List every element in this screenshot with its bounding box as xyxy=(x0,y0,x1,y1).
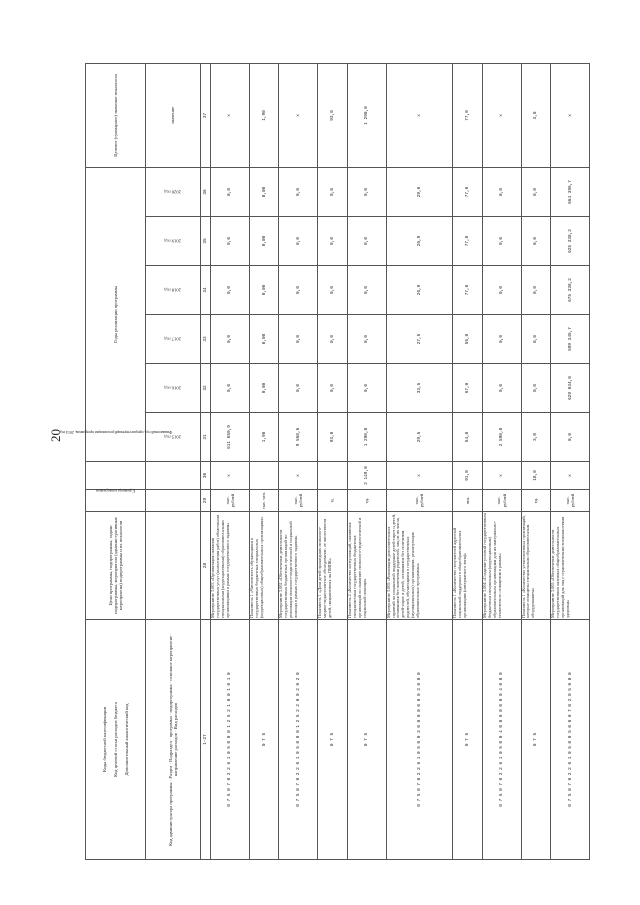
row-value: 0,0 xyxy=(347,217,386,266)
row-description: Показатель 1 «Количество установленных организаций, которые оснащены специальным образовательным оборудованием» xyxy=(521,512,551,620)
row-value: x xyxy=(211,462,250,490)
year-2017: 2017 год xyxy=(146,315,201,364)
row-value: 26,9 xyxy=(386,266,453,315)
years-header: Годы реализации программы xyxy=(86,167,146,461)
row-value: 0,0 xyxy=(211,315,250,364)
row-codes: 0 7 5 xyxy=(318,620,348,860)
row-value: 0,00 xyxy=(249,266,279,315)
row-value: 91,0 xyxy=(453,462,483,490)
table-row xyxy=(386,63,453,859)
row-value: 611 659,9 xyxy=(211,413,250,462)
years-row: Код администратора программы · Раздел · Подраздел · программа · подпрограмма · основное мероприятие · направление расходов · Вид расходов 2015 год 2016 год 2017 год 2018 год 2019 год 2020 год значение xyxy=(146,63,201,859)
row-value: 0,0 xyxy=(279,217,318,266)
row-value: 2 149,0 xyxy=(347,462,386,490)
row-value: 0,0 xyxy=(318,364,348,413)
goal-header: Цели программы, подпрограммы, задачи подпрограммы, мероприятия (административные мероприятия) подпрограммы и их показатели xyxy=(86,512,146,620)
row-value: 0,0 xyxy=(482,364,521,413)
column-numbers-row: 1–27 28 29 30 31 32 33 34 35 36 37 xyxy=(201,63,211,859)
table-row xyxy=(347,63,386,859)
row-value: 33,5 xyxy=(386,364,453,413)
target-header: Целевое (суммарное) значение показателя xyxy=(86,63,146,167)
row-value xyxy=(318,462,348,490)
row-value: 0,0 xyxy=(521,315,551,364)
row-value: % xyxy=(318,490,348,512)
row-codes: 0 7 5 0 7 0 2 2 6 1 0 5 0 0 0 1 2 5 2 1 0 0 1 0 1 0 xyxy=(211,620,250,860)
year-2016: 2016 год xyxy=(146,364,201,413)
row-value: x xyxy=(551,462,590,490)
row-value: ед. xyxy=(521,490,551,512)
row-value: 0,0 xyxy=(211,217,250,266)
row-value: 29,5 xyxy=(386,413,453,462)
row-value: 55,0 xyxy=(453,315,483,364)
row-value: 0,0 xyxy=(347,266,386,315)
row-value: чел. xyxy=(453,490,483,512)
row-value: 1,90 xyxy=(249,63,279,167)
row-value: 0,0 xyxy=(347,167,386,216)
row-value: 0,0 xyxy=(521,217,551,266)
row-value: x xyxy=(386,63,453,167)
row-value: 0,0 xyxy=(279,167,318,216)
row-codes: 0 7 5 xyxy=(521,620,551,860)
row-value: 9 558,6 xyxy=(279,413,318,462)
year-2020: 2020 год xyxy=(146,167,201,216)
row-value: x xyxy=(279,462,318,490)
row-value: 675 338,2 xyxy=(551,266,590,315)
row-value: 0,0 xyxy=(482,167,521,216)
unit-header: Единица измерения xyxy=(86,490,146,512)
row-value: 67,0 xyxy=(453,364,483,413)
row-value: 77,0 xyxy=(453,63,483,167)
row-value: 0,0 xyxy=(318,167,348,216)
row-value: 77,0 xyxy=(453,167,483,216)
row-value: 0,0 xyxy=(521,364,551,413)
row-value: 0,0 xyxy=(279,315,318,364)
row-value: x xyxy=(386,462,453,490)
row-value: 93,0 xyxy=(318,413,348,462)
row-value: 3,0 xyxy=(521,63,551,167)
row-value: 0,0 xyxy=(347,315,386,364)
row-codes: 0 7 5 0 7 0 2 2 6 1 0 5 0 0 0 1 2 5 2 2 0 0 2 0 2 0 xyxy=(279,620,318,860)
table-row xyxy=(482,63,521,859)
row-value: 0,0 xyxy=(347,364,386,413)
row-codes: 0 7 5 0 7 0 2 2 6 1 0 5 0 0 5 0 0 0 7 0 2 0 5 0 0 0 xyxy=(551,620,590,860)
kbk-header: Коды бюджетной классификации Код целевой статьи расходов бюджета Дополнительный аналитический код xyxy=(86,620,146,860)
row-value: 26,9 xyxy=(386,217,453,266)
row-value: 77,0 xyxy=(453,266,483,315)
program-table xyxy=(59,63,590,860)
row-value: 0,0 xyxy=(318,266,348,315)
row-value: тыс. рублей xyxy=(386,490,453,512)
row-value: 3,0 xyxy=(521,413,551,462)
table-row xyxy=(318,63,348,859)
row-value: 0,0 xyxy=(551,413,590,462)
fin-year-header: Финансовый год, предшествующий реализации программы, 2014 год xyxy=(86,462,146,490)
row-codes: 0 7 5 0 7 0 2 2 6 1 0 5 0 0 3 0 0 0 0 0 0 0 3 0 0 0 xyxy=(386,620,453,860)
table-row xyxy=(279,63,318,859)
row-value: x xyxy=(482,462,521,490)
row-value: тыс. рублей xyxy=(551,490,590,512)
row-description: Показатель 1 «Доля детей прошедших психолого-медико-педагогическое обследование, от численности детей, направленных на ПМПК» xyxy=(318,512,348,620)
row-value: 0,0 xyxy=(482,315,521,364)
row-value: тыс. рублей xyxy=(211,490,250,512)
row-value: 1 290,0 xyxy=(347,63,386,167)
row-value: 0,00 xyxy=(249,167,279,216)
row-value: x xyxy=(211,63,250,167)
row-description: Показатель 1 «Количество получателей адресной социальной поддержки в общеобразовательных организациях (интернатного типа)» xyxy=(453,512,483,620)
year-2015: 2015 год xyxy=(146,413,201,462)
row-value: 18,0 xyxy=(521,462,551,490)
row-value: 0,00 xyxy=(249,217,279,266)
table-sheet xyxy=(59,65,590,860)
row-value: x xyxy=(279,63,318,167)
year-2018: 2018 год xyxy=(146,266,201,315)
table-row xyxy=(521,63,551,859)
row-value: 0,0 xyxy=(211,266,250,315)
row-description: Мероприятие 3.002 «Обеспечение деятельности государственных бюджетных организаций по реализации психолого-педагогической и социальной помощи в рамках государственного задания» xyxy=(279,512,318,620)
row-value: 0,0 xyxy=(211,364,250,413)
row-codes: 0 7 5 0 7 0 2 2 6 1 0 5 0 0 4 0 0 0 0 0 0 0 4 0 0 0 xyxy=(482,620,521,860)
table-row xyxy=(211,63,250,859)
row-value: 77,0 xyxy=(453,217,483,266)
row-codes: 0 7 5 xyxy=(453,620,483,860)
row-value: x xyxy=(482,63,521,167)
row-value: 0,0 xyxy=(482,217,521,266)
row-value: 27,5 xyxy=(386,315,453,364)
row-value: тыс. рублей xyxy=(482,490,521,512)
row-description: Мероприятие 3.005 «Реализация дополнительных гарантий по социальной поддержке детей-сирот и детей, оставшихся без попечения родителей, лиц из их числа, детей-сирот и детей, оставшихся без попечения родителей, обучающихся в государственных (муниципальных) организациях, реализующих образовательные программы» xyxy=(386,512,453,620)
row-value: 0,00 xyxy=(249,364,279,413)
table-row xyxy=(249,63,279,859)
row-value: 599 345,7 xyxy=(551,315,590,364)
row-description: Показатель 2 «Количество консультаций, оказанных специалистами государственных бюджетных организаций по оказанию психолого-педагогической и социальной помощи» xyxy=(347,512,386,620)
row-description: Показатель 1 «Численность обучающихся в государственных бюджетных специальных (коррекционных) общеобразовательных организациях» xyxy=(249,512,279,620)
row-codes: 0 7 5 xyxy=(249,620,279,860)
row-value: 0,0 xyxy=(318,217,348,266)
row-description: Мероприятие 3.005 «Обеспечение деятельности государственных казенных общеобразовательных организаций для лиц с ограниченными возможностями здоровья» xyxy=(551,512,590,620)
row-value: 629 034,0 xyxy=(551,364,590,413)
page-number: 20 xyxy=(48,429,63,442)
row-description: Мероприятие 3.004 «Создание условий государственным бюджетным специальным (коррекционным) образовательным организациям для их материально-технического оснащения в рамках» xyxy=(482,512,521,620)
row-value: 0,00 xyxy=(249,315,279,364)
row-value: 0,0 xyxy=(521,266,551,315)
row-value: 29,0 xyxy=(386,167,453,216)
row-value: 54,0 xyxy=(453,413,483,462)
row-value: 0,0 xyxy=(318,315,348,364)
year-2019: 2019 год xyxy=(146,217,201,266)
row-description: Мероприятие 3.003 «Организация оказания государственных услуг (выполнения работ) областными специальными (коррекционными) образовательными организациями в рамках государственного задания» xyxy=(211,512,250,620)
row-value: 0,0 xyxy=(211,167,250,216)
table-row xyxy=(551,63,590,859)
row-value: 1 290,0 xyxy=(347,413,386,462)
row-value: 1,90 xyxy=(249,413,279,462)
row-codes: 0 7 5 xyxy=(347,620,386,860)
row-value: 664 396,7 xyxy=(551,167,590,216)
row-value: 93,0 xyxy=(318,63,348,167)
row-value: 2 590,0 xyxy=(482,413,521,462)
row-value: 0,0 xyxy=(482,266,521,315)
row-value: 0,0 xyxy=(279,364,318,413)
table-row xyxy=(453,63,483,859)
row-value: ед. xyxy=(347,490,386,512)
row-value: тыс. рублей xyxy=(279,490,318,512)
row-value: 625 338,2 xyxy=(551,217,590,266)
row-value: 0,0 xyxy=(521,167,551,216)
row-value: x xyxy=(551,63,590,167)
row-value xyxy=(249,462,279,490)
row-value: 0,0 xyxy=(279,266,318,315)
row-value: тыс. чел. xyxy=(249,490,279,512)
